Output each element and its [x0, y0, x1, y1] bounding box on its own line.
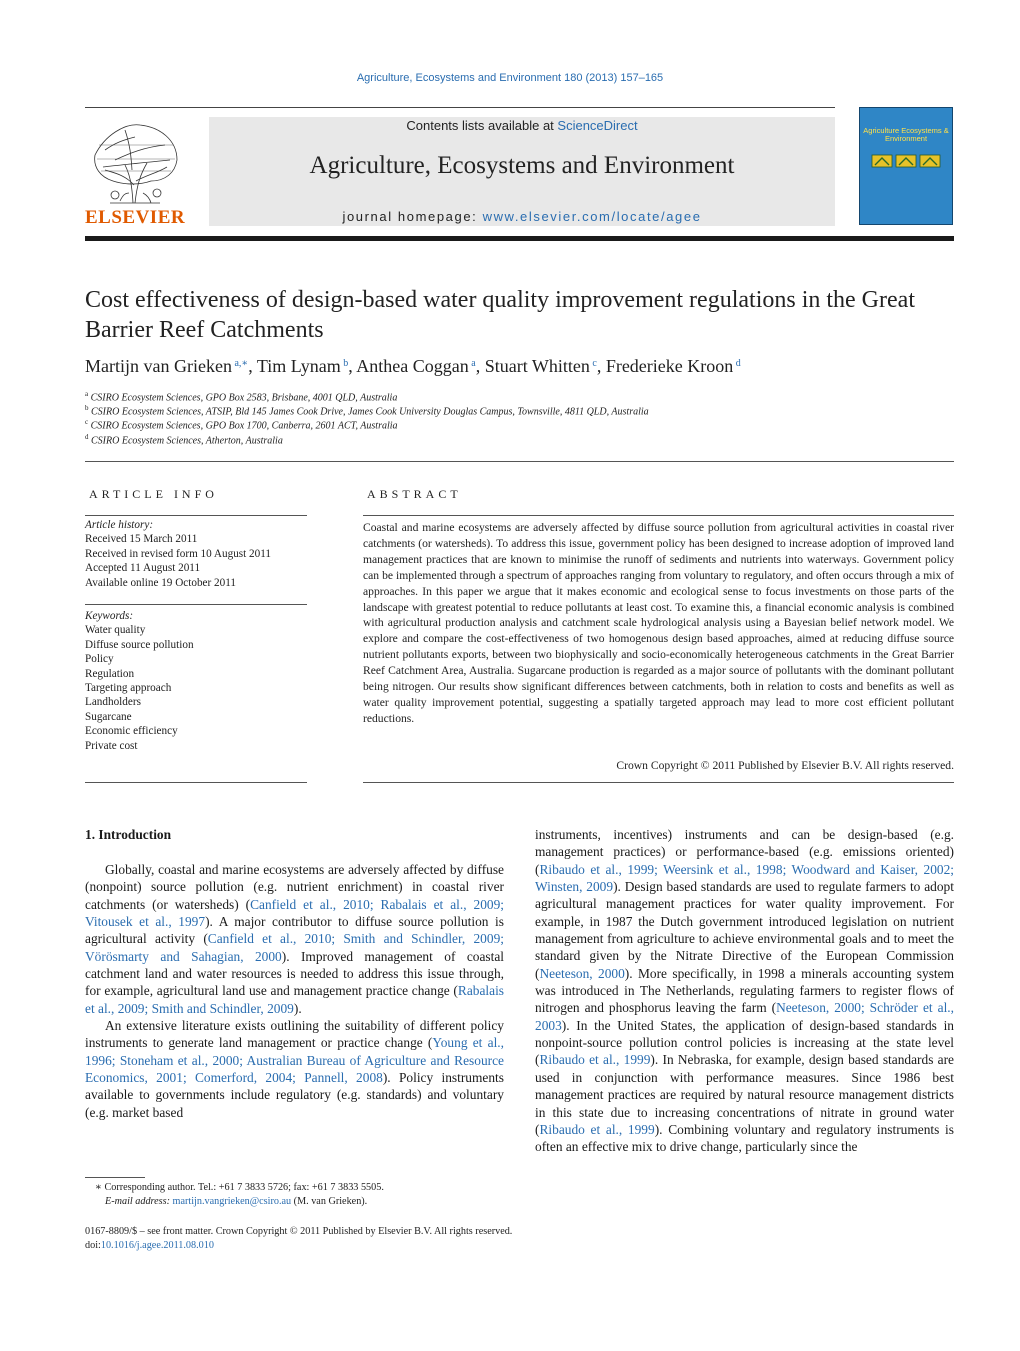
contents-line: Contents lists available at ScienceDirect: [406, 118, 638, 133]
keyword-item: Economic efficiency: [85, 725, 178, 738]
keyword-item: Water quality: [85, 624, 146, 637]
article-info-rule: [85, 515, 307, 516]
abstract-heading: ABSTRACT: [367, 487, 462, 501]
citation-link[interactable]: Ribaudo et al., 1999: [539, 1052, 651, 1068]
author-affiliation-marker[interactable]: c: [589, 358, 597, 369]
paragraph: instruments, incentives) instruments and can be design-based (e.g. management practices) or performance-based (e.g. emissions oriented) (Ribaudo et al., 1999; Weersink et al., 1998; Woodward and Kaiser, 2002; Winsten, 2009). Design based standards are used to regulate farmers to adopt agricultural management practices for water quality improvement. For example, in 1987 the Dutch government introduced legislation on nutrient management from agriculture to achieve environmental goals and to meet the standard given by the Nitrate Directive of the European Commission (Neeteson, 2000). More specifically, in 1998 a minerals accounting system was introduced in The Netherlands, regulating farmers to register flows of nitrogen and phosphorus leaving the farm (Neeteson, 2000; Schröder et al., 2003). In the United States, the application of design-based standards in nonpoint-source pollution control policies is increasing at the state level (Ribaudo et al., 1999). In Nebraska, for example, design based standards are used in conjunction with performance measures. Since 1986 best management practices are required by natural resource management districts in this state due to increasing concentrations of nitrate in ground water (Ribaudo et al., 1999). Combining voluntary and regulatory instruments is often an effective mix to drive change, particularly since the: [535, 827, 955, 1155]
author-affiliation-marker[interactable]: b: [340, 358, 349, 369]
citation-link[interactable]: Canfield et al., 2010; Rabalais et al., 2009; Vitousek et al., 1997: [85, 896, 504, 930]
history-item: Accepted 11 August 2011: [85, 562, 201, 575]
keyword-item: Policy: [85, 653, 114, 666]
homepage-link[interactable]: www.elsevier.com/locate/agee: [482, 209, 702, 224]
elsevier-wordmark: ELSEVIER: [85, 207, 186, 228]
keyword-item: Private cost: [85, 739, 138, 752]
citation-link[interactable]: Ribaudo et al., 1999: [539, 1121, 655, 1137]
citation-link[interactable]: Neeteson, 2000: [539, 965, 625, 981]
history-item: Received 15 March 2011: [85, 533, 198, 546]
keyword-item: Regulation: [85, 667, 135, 680]
citation-link[interactable]: Rabalais et al., 2009; Smith and Schindler, 2009: [85, 983, 504, 1016]
email-note: E-mail address: martijn.vangrieken@csiro.au (M. van Grieken).: [105, 1196, 368, 1207]
issn-line: 0167-8809/$ – see front matter. Crown Copyright © 2011 Published by Elsevier B.V. All rights reserved.: [85, 1226, 513, 1237]
history-label: Article history:: [85, 519, 154, 531]
section-rule: [85, 461, 954, 462]
author-affiliation-marker[interactable]: d: [733, 358, 741, 369]
author-affiliation-marker[interactable]: a: [468, 358, 476, 369]
article-title: Cost effectiveness of design-based water quality improvement regulations in the Great Barrier Reef Catchments: [85, 287, 915, 343]
citation-link[interactable]: Canfield et al., 2010; Smith and Schindler, 2009; Vörösmarty and Sahagian, 2000: [85, 931, 504, 964]
abstract-rule: [363, 515, 954, 516]
citation-link[interactable]: Young et al., 1996; Stoneham et al., 2000; Australian Bureau of Agriculture and Resource Economics, 2001; Comerford, 2004; Pannell, 2008: [85, 1035, 504, 1086]
author-name: Anthea Coggan: [356, 356, 469, 376]
homepage-line: journal homepage: www.elsevier.com/locate/agee: [342, 209, 702, 224]
author-name: Frederieke Kroon: [605, 356, 734, 376]
abstract-text: Coastal and marine ecosystems are adversely affected by diffuse source pollution from agricultural activities in coastal river catchments (or watersheds). To address this issue, government policy has been designed to increase adoption of improved land management practices that are known to minimise the runoff of sediments and nutrients into waterways. Government policy can be implemented through a spectrum of approaches ranging from voluntary to regulatory, and often occurs through a mix of approaches. In this paper we argue that it makes economic and ecological sense to focus investments on those parts of the landscape with greatest potential to reduce pollutants at least cost. To examine this, a financial economic analysis is combined with agricultural production analysis and catchment scale hydrological analysis using a Bayesian belief network model. We explore and compare the cost-effectiveness of two homogenous design based approaches, aimed at reducing diffuse source nutrient pollutants exports, between two biophysically and socio-economically heterogeneous catchments in the Great Barrier Reef Catchment Area, Australia. Sugarcane production is regarded as a major source of pollutants with the dominant pollutant being nitrogen. Our results show significant differences between catchments, both in relation to costs and benefits as well as water quality improvement potential, suggesting a spatially targeted approach may lead to more cost efficient pollutant reductions.: [363, 521, 954, 725]
abstract-copyright: Crown Copyright © 2011 Published by Elsevier B.V. All rights reserved.: [616, 759, 954, 772]
affiliation-a: $^a$ CSIRO Ecosystem Sciences, GPO Box 2583, Brisbane, 4001 QLD, Australia: [85, 390, 398, 404]
author-name: Tim Lynam: [256, 356, 341, 376]
email-link[interactable]: martijn.vangrieken@csiro.au: [172, 1196, 292, 1207]
article-info-heading: ARTICLE INFO: [89, 487, 218, 501]
keyword-item: Diffuse source pollution: [85, 638, 194, 651]
author-name: Martijn van Grieken: [85, 356, 232, 376]
doi-link[interactable]: 10.1016/j.agee.2011.08.010: [100, 1240, 214, 1251]
citation-link[interactable]: Ribaudo et al., 1999; Weersink et al., 1998; Woodward and Kaiser, 2002; Winsten, 2009: [535, 861, 954, 895]
header-rule: [85, 107, 835, 108]
affiliation-d: $^d$ CSIRO Ecosystem Sciences, Atherton, Australia: [85, 433, 283, 447]
paragraph: Globally, coastal and marine ecosystems are adversely affected by diffuse (nonpoint) source pollution (e.g. nutrient enrichment) in coastal river catchments (or watersheds) (Canfield et al., 2010; Rabalais et al., 2009; Vitousek et al., 1997). A major contributor to diffuse source pollution is agricultural activity (Canfield et al., 2010; Smith and Schindler, 2009; Vörösmarty and Sahagian, 2000). Improved management of coastal catchment land and water resources is needed to address this issue through, for example, agricultural land use and management practice change (Rabalais et al., 2009; Smith and Schindler, 2009).: [85, 862, 504, 1016]
cover-decoration-icon: [870, 153, 942, 169]
header-thick-rule: [85, 236, 954, 241]
footnote-rule: [85, 1177, 145, 1178]
keywords-block: [85, 609, 307, 753]
article-info-bottom-rule: [85, 782, 307, 783]
citation-link[interactable]: Neeteson, 2000; Schröder et al., 2003: [535, 1000, 954, 1033]
author-name: Stuart Whitten: [484, 356, 590, 376]
journal-title: Agriculture, Ecosystems and Environment: [309, 152, 735, 179]
affiliation-c: $^c$ CSIRO Ecosystem Sciences, GPO Box 1700, Canberra, 2601 ACT, Australia: [85, 418, 398, 432]
corresponding-author-note: ∗ Corresponding author. Tel.: +61 7 3833 5726; fax: +61 7 3833 5505.: [95, 1182, 384, 1193]
article-history: [85, 518, 307, 590]
keyword-item: Targeting approach: [85, 682, 172, 695]
abstract-bottom-rule: [363, 782, 954, 783]
paragraph: An extensive literature exists outlining the suitability of different policy instruments to generate land management or practice change (Young et al., 1996; Stoneham et al., 2000; Australian Bureau of Agriculture and Resource Economics, 2001; Comerford, 2004; Pannell, 2008). Policy instruments available to governments include regulatory (e.g. standards) and voluntary (e.g. market based: [85, 1018, 504, 1120]
author-affiliation-marker[interactable]: a,∗: [231, 358, 249, 369]
author-list: Martijn van Grieken $^{a,∗}$, Tim Lynam $^b$, Anthea Coggan $^a$, Stuart Whitten $^c$, Frederieke Kroon $^d$: [85, 356, 741, 376]
affiliation-b: $^b$ CSIRO Ecosystem Sciences, ATSIP, Bld 145 James Cook Drive, James Cook University Douglas Campus, Townsville, 4811 QLD, Australia: [85, 404, 649, 418]
keywords-label: Keywords:: [85, 610, 134, 622]
body-right-column: [535, 826, 954, 1156]
history-item: Available online 19 October 2011: [85, 576, 236, 589]
cover-title: Agriculture Ecosystems & Environment: [863, 126, 949, 143]
history-item: Received in revised form 10 August 2011: [85, 547, 272, 560]
sciencedirect-link[interactable]: ScienceDirect: [557, 118, 638, 133]
keyword-item: Sugarcane: [85, 710, 132, 723]
doi-line: doi:10.1016/j.agee.2011.08.010: [85, 1240, 214, 1251]
section-heading-introduction: 1. Introduction: [85, 827, 172, 842]
body-left-column: [85, 861, 504, 1121]
keywords-rule: [85, 604, 307, 605]
journal-reference[interactable]: Agriculture, Ecosystems and Environment 180 (2013) 157–165: [356, 72, 664, 84]
keyword-item: Landholders: [85, 696, 141, 709]
